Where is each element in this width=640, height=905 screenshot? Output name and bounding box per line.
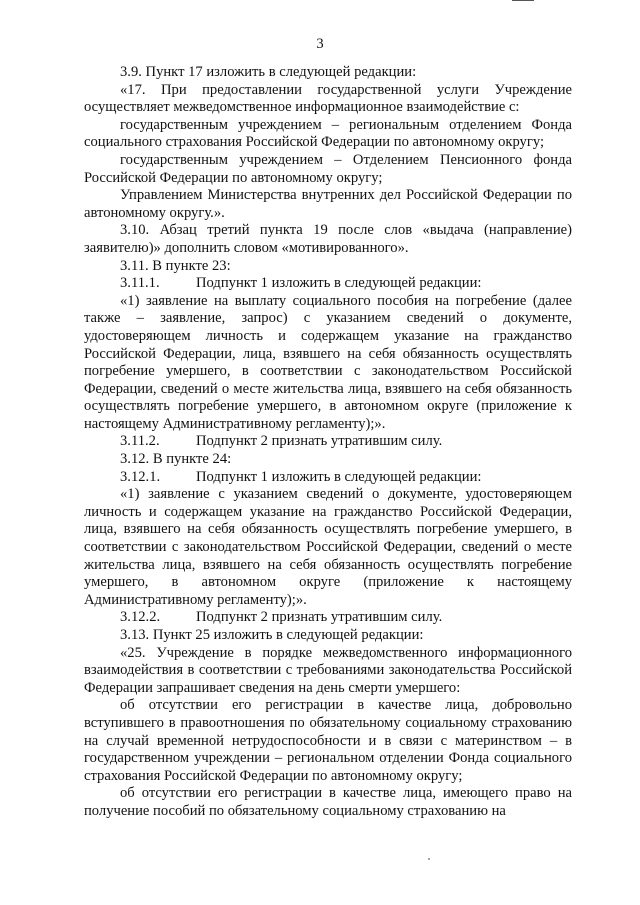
paragraph xyxy=(84,433,572,451)
paragraph-text: «25. Учреждение в порядке межведомственного информационного взаимодействия в соответствии с требованиями законодательства Российской Федерации запрашивает сведения на день смерти умершего: xyxy=(84,644,572,696)
paragraph xyxy=(84,609,572,627)
paragraph-text: государственным учреждением – региональным отделением Фонда социального страхования Российской Федерации по автономному округу; xyxy=(84,116,572,151)
paragraph-text: «1) заявление с указанием сведений о документе, удостоверяющем личность и содержащем указание на гражданство Российской Федерации, лица, взявшего на себя обязанность осуществлять погребение умершего, в соответствии с законодательством Российской Федерации, сведений о месте жительства лица, взявшего на себя обязанность осуществлять погребение умершего, в автономном округе (приложение к настоящему Административному регламенту);». xyxy=(84,486,572,608)
paragraph-text: «1) заявление на выплату социального пособия на погребение (далее также – заявление, запрос) с указанием сведений о документе, удостоверяющем личность и содержащем указание на гражданство Российской Федерации, лица, взявшего на себя обязанность осуществлять погребение умершего, в соответствии с законодательством Российской Федерации, сведений о месте жительства лица, взявшего на себя обязанность осуществлять погребение умершего, в автономном округе (приложение к настоящему Административному регламенту);». xyxy=(84,292,572,432)
paragraph-text: 3.10. Абзац третий пункта 19 после слов «выдача (направление) заявителю)» дополнить словом «мотивированного». xyxy=(84,222,572,256)
paragraph-text: Подпункт 1 изложить в следующей редакции: xyxy=(196,468,482,485)
paragraph-text: об отсутствии его регистрации в качестве лица, добровольно вступившего в правоотношения по обязательному социальному страхованию на случай временной нетрудоспособности и в связи с материнством – в государственном учреждении – региональном отделении Фонда социального страхования Российской Федерации по автономному округу; xyxy=(84,697,572,784)
paragraph-text: Управлением Министерства внутренних дел Российской Федерации по автономному округу.». xyxy=(84,187,572,221)
header-rule xyxy=(512,0,534,1)
paragraph xyxy=(84,697,572,785)
paragraph-text: 3.12. В пункте 24: xyxy=(120,451,232,468)
paragraph xyxy=(84,258,572,276)
paragraph-text: 3.13. Пункт 25 изложить в следующей редакции: xyxy=(120,627,424,643)
paragraph xyxy=(84,64,572,82)
paragraph xyxy=(84,469,572,487)
paragraph xyxy=(84,293,572,434)
paragraph xyxy=(84,486,572,609)
paragraph xyxy=(84,627,572,645)
paragraph-text: Подпункт 2 признать утратившим силу. xyxy=(196,609,443,626)
paragraph-text: Подпункт 2 признать утратившим силу. xyxy=(196,433,443,450)
paragraph xyxy=(84,222,572,257)
scan-speck xyxy=(428,858,430,860)
item-number: 3.11.2. xyxy=(120,433,160,450)
paragraph xyxy=(84,275,572,293)
paragraph-text: государственным учреждением – Отделением Пенсионного фонда Российской Федерации по автономному округу; xyxy=(84,151,572,186)
item-number: 3.12.2. xyxy=(120,609,161,626)
paragraph xyxy=(84,117,572,152)
paragraph-text: «17. При предоставлении государственной услуги Учреждение осуществляет межведомственное информационное взаимодействие с: xyxy=(84,81,572,116)
paragraph xyxy=(84,187,572,222)
paragraph xyxy=(84,152,572,187)
paragraph xyxy=(84,82,572,117)
paragraph xyxy=(84,451,572,469)
item-number: 3.12.1. xyxy=(120,468,161,485)
paragraph-text: Подпункт 1 изложить в следующей редакции: xyxy=(196,275,482,292)
paragraph-text: 3.9. Пункт 17 изложить в следующей редакции: xyxy=(120,64,417,80)
paragraph-text: об отсутствии его регистрации в качестве лица, имеющего право на получение пособий по обязательному социальному страхованию на xyxy=(84,785,572,819)
paragraph xyxy=(84,785,572,820)
item-number: 3.11.1. xyxy=(120,275,160,292)
document-body xyxy=(84,64,572,821)
paragraph xyxy=(84,645,572,698)
page-number: 3 xyxy=(316,36,324,52)
paragraph-text: 3.11. В пункте 23: xyxy=(120,257,231,274)
